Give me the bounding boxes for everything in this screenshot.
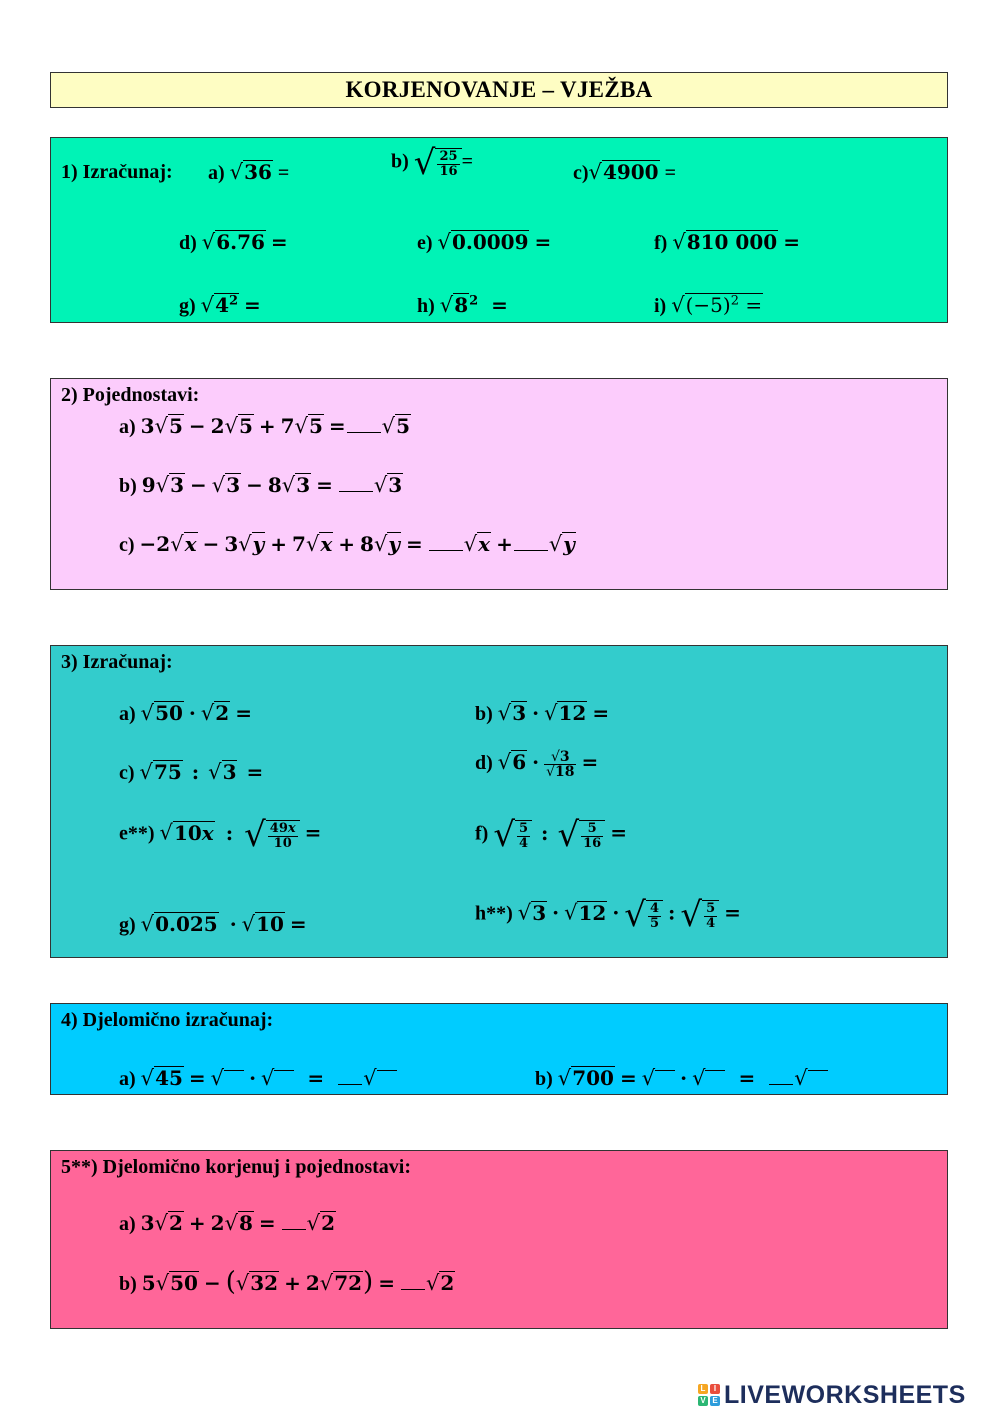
answer-blank[interactable] [655, 1070, 675, 1085]
exercise-1c: c)√4900 = [573, 160, 677, 184]
answer-blank[interactable] [401, 1271, 425, 1290]
section-2 [50, 378, 948, 590]
exercise-5a: a) 3√2 + 2√8 = √2 [119, 1211, 335, 1235]
answer-blank[interactable] [769, 1066, 793, 1085]
exercise-3a: a) √50 · √2 = [119, 701, 252, 725]
exercise-4a: a) √45 = √ · √ = √ [119, 1066, 397, 1091]
exercise-5b: b) 5√50 − (√32 + 2√72) = √2 [119, 1267, 455, 1297]
answer-blank[interactable] [514, 532, 548, 551]
exercise-1d: d) √6.76 = [179, 230, 288, 254]
section-5-heading: 5**) Djelomično korjenuj i pojednostavi: [61, 1156, 411, 1178]
section-4-heading: 4) Djelomično izračunaj: [61, 1009, 274, 1031]
section-5 [50, 1150, 948, 1329]
worksheet-title [50, 72, 948, 108]
section-1 [50, 137, 948, 323]
section-3 [50, 645, 948, 958]
exercise-1a: a) √36 = [208, 160, 290, 184]
title-text: KORJENOVANJE – VJEŽBA [345, 77, 653, 102]
exercise-1h: h) $√8^2$ = [417, 293, 508, 317]
exercise-1f: f) √810 000 = [654, 230, 800, 254]
answer-blank[interactable] [347, 414, 381, 433]
answer-blank[interactable] [808, 1070, 828, 1085]
answer-blank[interactable] [377, 1070, 397, 1085]
exercise-1g: g) $√4^2$ = [179, 293, 261, 317]
exercise-1b: b) √ $\frac{25}{16}$ = [391, 143, 473, 183]
section-1-heading: 1) Izračunaj: [61, 161, 173, 183]
exercise-3g: g) √0.025 · √10 = [119, 912, 307, 936]
exercise-2b: b) 9√3 − √3 − 8√3 = √3 [119, 473, 403, 497]
section-2-heading: 2) Pojednostavi: [61, 384, 200, 406]
section-4 [50, 1003, 948, 1095]
exercise-1e: e) √0.0009 = [417, 230, 552, 254]
exercise-3e: e**) √10x : √ $\frac{49x}{10}$ = [119, 815, 322, 855]
answer-blank[interactable] [282, 1211, 306, 1230]
exercise-1i: i) $√(-5)^2$ = [654, 293, 763, 317]
answer-blank[interactable] [429, 532, 463, 551]
answer-blank[interactable] [338, 1066, 362, 1085]
exercise-2c: c) −2√x − 3√y + 7√x + 8√y = √x + √y [119, 532, 575, 556]
exercise-3c: c) √75 : √3 = [119, 760, 264, 784]
logo-text: LIVEWORKSHEETS [724, 1380, 966, 1409]
section-3-heading: 3) Izračunaj: [61, 651, 173, 673]
exercise-3d: d) √6 · $\frac{√3}{√18}$ = [475, 749, 599, 780]
exercise-2a: a) 3√5 − 2√5 + 7√5 = √5 [119, 414, 410, 438]
answer-blank[interactable] [274, 1070, 294, 1085]
answer-blank[interactable] [705, 1070, 725, 1085]
exercise-3h: h**) √3 · √12 · √ $\frac{4}{5}$ : √ $\frac{5}{4}$ = [475, 895, 741, 935]
exercise-3b: b) √3 · √12 = [475, 701, 610, 725]
answer-blank[interactable] [224, 1070, 244, 1085]
exercise-4b: b) √700 = √ · √ = √ [535, 1066, 828, 1091]
logo-icon: L I V E [698, 1384, 720, 1406]
exercise-3f: f) √ $\frac{5}{4}$ : √ $\frac{5}{16}$ = [475, 815, 627, 855]
answer-blank[interactable] [339, 473, 373, 492]
liveworksheets-logo [698, 1380, 966, 1410]
